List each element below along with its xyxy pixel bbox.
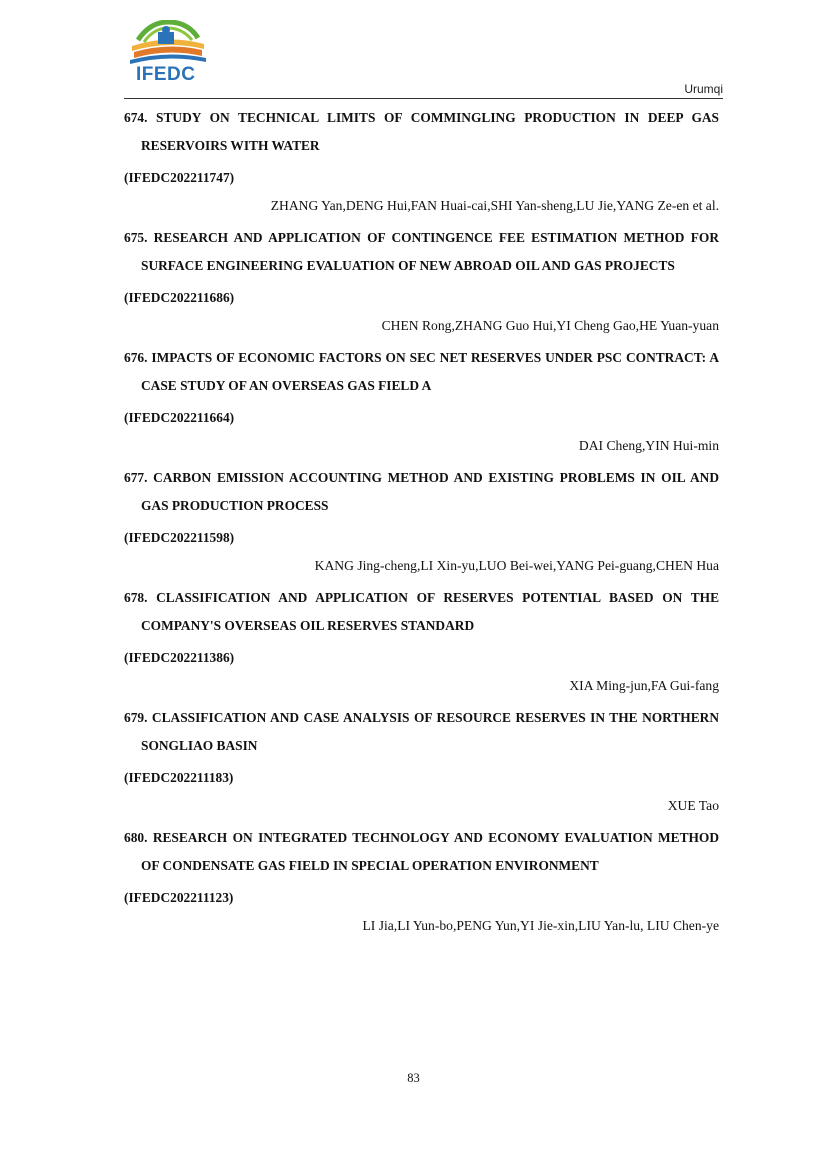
paper-code: (IFEDC202211386) [124,650,235,665]
logo-text: IFEDC [136,64,196,85]
paper-code: (IFEDC202211747) [124,170,235,185]
paper-code: (IFEDC202211123) [124,890,234,905]
paper-code: (IFEDC202211183) [124,770,234,785]
paper-title: 676. IMPACTS OF ECONOMIC FACTORS ON SEC NET RESERVES UNDER PSC CONTRACT: A CASE STUDY OF AN OVERSEAS GAS FIELD A [124,350,719,393]
paper-authors: DAI Cheng,YIN Hui-min [578,438,719,453]
paper-authors: CHEN Rong,ZHANG Guo Hui,YI Cheng Gao,HE Yuan-yuan [381,318,719,333]
header-divider [124,98,723,99]
paper-title: 680. RESEARCH ON INTEGRATED TECHNOLOGY AND ECONOMY EVALUATION METHOD OF CONDENSATE GAS FIELD IN SPECIAL OPERATION ENVIRONMENT [124,830,719,873]
paper-title: 679. CLASSIFICATION AND CASE ANALYSIS OF RESOURCE RESERVES IN THE NORTHERN SONGLIAO BASIN [124,710,719,753]
paper-authors: ZHANG Yan,DENG Hui,FAN Huai-cai,SHI Yan-sheng,LU Jie,YANG Ze-en et al. [270,198,719,213]
paper-entry [124,824,719,936]
logo-emblem-icon [128,20,208,66]
paper-title: 678. CLASSIFICATION AND APPLICATION OF RESERVES POTENTIAL BASED ON THE COMPANY'S OVERSEAS OIL RESERVES STANDARD [124,590,719,633]
paper-entry [124,464,719,576]
paper-list [124,104,719,944]
header-location: Urumqi [684,82,723,96]
paper-entry [124,104,719,216]
page-number: 83 [407,1071,420,1085]
paper-code: (IFEDC202211664) [124,410,235,425]
paper-title: 674. STUDY ON TECHNICAL LIMITS OF COMMINGLING PRODUCTION IN DEEP GAS RESERVOIRS WITH WATER [124,110,719,153]
paper-authors: XUE Tao [667,798,719,813]
paper-authors: XIA Ming-jun,FA Gui-fang [569,678,719,693]
paper-entry [124,344,719,456]
paper-code: (IFEDC202211598) [124,530,235,545]
paper-title: 675. RESEARCH AND APPLICATION OF CONTINGENCE FEE ESTIMATION METHOD FOR SURFACE ENGINEERING EVALUATION OF NEW ABROAD OIL AND GAS PROJECTS [124,230,719,273]
paper-title: 677. CARBON EMISSION ACCOUNTING METHOD AND EXISTING PROBLEMS IN OIL AND GAS PRODUCTION PROCESS [124,470,719,513]
paper-entry [124,224,719,336]
paper-authors: KANG Jing-cheng,LI Xin-yu,LUO Bei-wei,YANG Pei-guang,CHEN Hua [314,558,719,573]
paper-entry [124,584,719,696]
paper-entry [124,704,719,816]
paper-code: (IFEDC202211686) [124,290,235,305]
paper-authors: LI Jia,LI Yun-bo,PENG Yun,YI Jie-xin,LIU Yan-lu, LIU Chen-ye [362,918,719,933]
